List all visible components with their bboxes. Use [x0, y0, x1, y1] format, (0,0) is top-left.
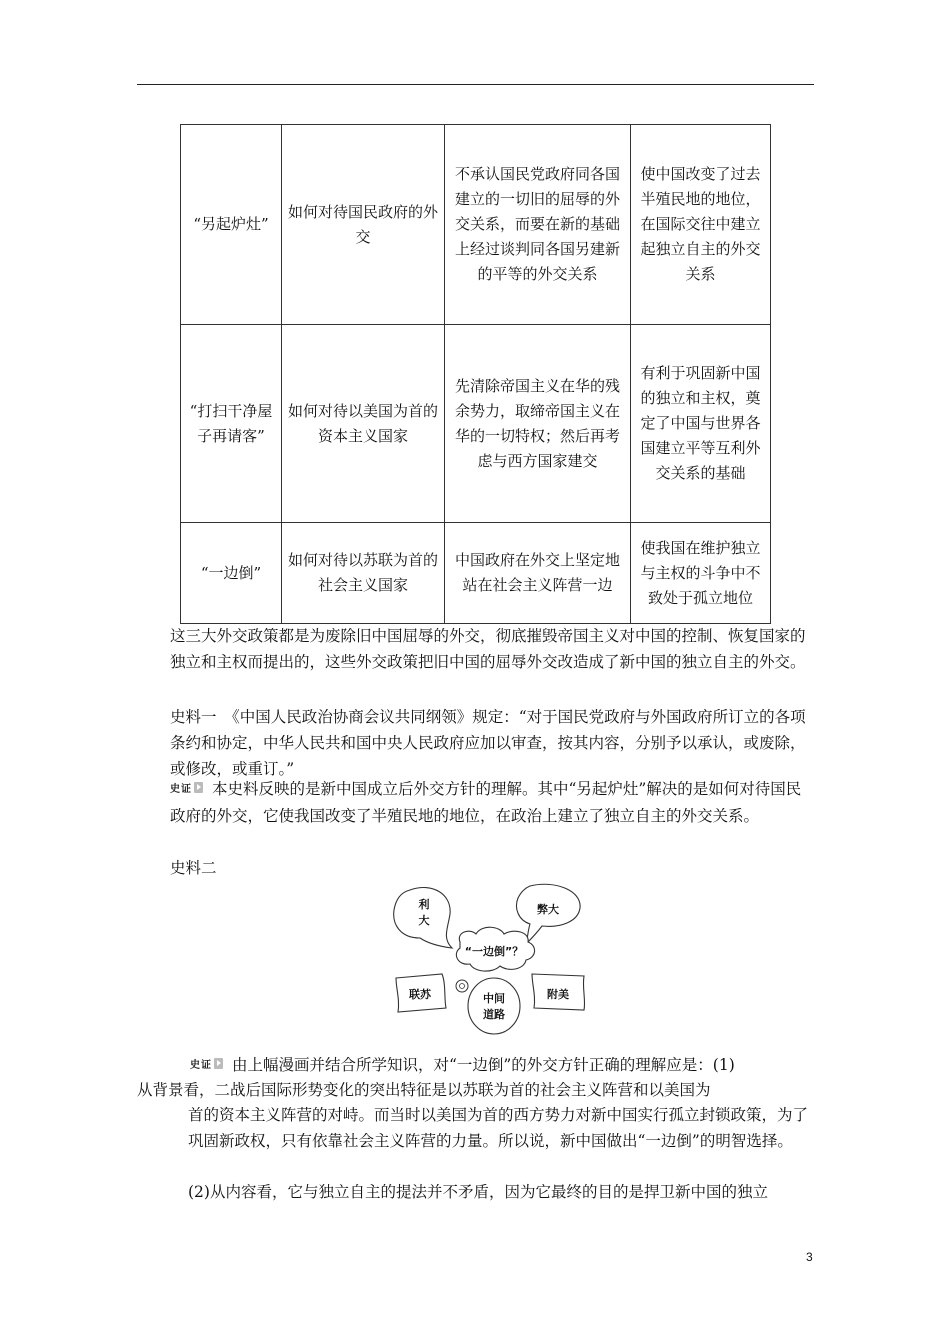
evidence-one-paragraph	[170, 776, 815, 829]
right-bubble-text: 弊大	[537, 903, 559, 916]
play-icon	[214, 1058, 223, 1069]
policy-content: 不承认国民党政府同各国建立的一切旧的屈辱的外交关系，而要在新的基础上经过谈判同各国另建新的平等的外交关系	[445, 125, 631, 325]
evidence-badge	[190, 1053, 223, 1079]
policy-table	[180, 124, 771, 624]
policy-question: 如何对待国民政府的外交	[282, 125, 445, 325]
evidence-one-text: 本史料反映的是新中国成立后外交方针的理解。其中“另起炉灶”解决的是如何对待国民政府的外交，它使我国改变了半殖民地的地位，在政治上建立了独立自主的外交关系。	[170, 780, 802, 825]
policy-name: “打扫干净屋子再请客”	[181, 325, 282, 523]
policy-name: “另起炉灶”	[181, 125, 282, 325]
summary-paragraph: 这三大外交政策都是为废除旧中国屈辱的外交，彻底摧毁帝国主义对中国的控制、恢复国家的独立和主权而提出的，这些外交政策把旧中国的屈辱外交改造成了新中国的独立自主的外交。	[170, 627, 806, 671]
evidence-two-second-line: 从背景看，二战后国际形势变化的突出特征是以苏联为首的社会主义阵营和以美国为	[137, 1081, 711, 1099]
evidence-badge-label: 史证	[170, 784, 192, 795]
policy-name: “一边倒”	[181, 523, 282, 624]
table-row	[181, 523, 771, 624]
policy-effect: 有利于巩固新中国的独立和主权，奠定了中国与世界各国建立平等互利外交关系的基础	[631, 325, 771, 523]
evidence-two-paragraph: 首的资本主义阵营的对峙。而当时以美国为首的西方势力对新中国实行孤立封锁政策，为了巩固新政权，只有依靠社会主义阵营的力量。所以说，新中国做出“一边倒”的明智选择。	[188, 1106, 809, 1150]
policy-effect: 使我国在维护独立与主权的斗争中不致处于孤立地位	[631, 523, 771, 624]
evidence-two-first-line	[190, 1052, 820, 1079]
evidence-two-text-line1: 由上幅漫画并结合所学知识，对“一边倒”的外交方针正确的理解应是：(1)	[231, 1056, 735, 1074]
header-rule	[137, 84, 814, 85]
table-row	[181, 325, 771, 523]
policy-question: 如何对待以苏联为首的社会主义国家	[282, 523, 445, 624]
left-bubble-line1: 利	[418, 898, 430, 911]
source-two-label: 史料二	[170, 859, 217, 877]
cloud-text: “一边倒”？	[464, 945, 524, 958]
head-icon	[456, 980, 468, 992]
play-icon	[194, 782, 203, 793]
evidence-badge-label: 史证	[190, 1060, 212, 1071]
policy-question: 如何对待以美国为首的资本主义国家	[282, 325, 445, 523]
policy-effect: 使中国改变了过去半殖民地的地位，在国际交往中建立起独立自主的外交关系	[631, 125, 771, 325]
evidence-badge	[170, 777, 203, 803]
table-row	[181, 125, 771, 325]
source-one-paragraph: 史料一 《中国人民政治协商会议共同纲领》规定：“对于国民党政府与外国政府所订立的各项条约和协定，中华人民共和国中央人民政府应加以审查，按其内容，分别予以承认，或废除，或修改，或重订。”	[170, 708, 806, 778]
bottom-circle-line1: 中间	[483, 992, 505, 1005]
right-flag-text: 附美	[547, 988, 569, 1001]
policy-content: 中国政府在外交上坚定地站在社会主义阵营一边	[445, 523, 631, 624]
page-number: 3	[806, 1250, 813, 1264]
left-flag-text: 联苏	[409, 988, 431, 1001]
bottom-circle	[468, 978, 520, 1034]
evidence-two-part2: (2)从内容看，它与独立自主的提法并不矛盾，因为它最终的目的是捍卫新中国的独立	[188, 1183, 768, 1201]
one-side-cartoon	[390, 882, 590, 1042]
bottom-circle-line2: 道路	[483, 1008, 505, 1021]
left-bubble-line2: 大	[418, 914, 430, 927]
policy-content: 先清除帝国主义在华的残余势力，取缔帝国主义在华的一切特权；然后再考虑与西方国家建交	[445, 325, 631, 523]
